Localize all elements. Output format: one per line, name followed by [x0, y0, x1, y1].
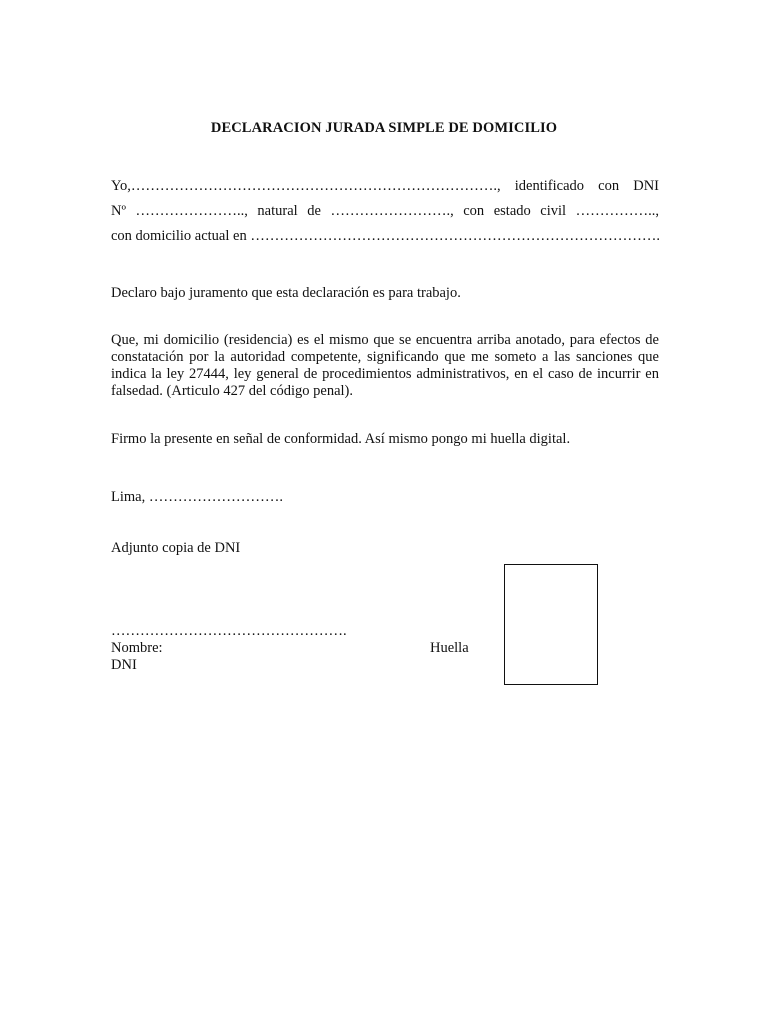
document-title: DECLARACION JURADA SIMPLE DE DOMICILIO [210, 120, 558, 136]
fingerprint-box [504, 564, 598, 685]
identity-paragraph [111, 174, 659, 249]
declaration-text: Declaro bajo juramento que esta declaración es para trabajo. [111, 285, 461, 301]
identity-line-address: con domicilio actual en …………………………………………………………………………. [111, 228, 660, 244]
place-date-line: Lima, ………………………. [111, 489, 283, 505]
signature-statement: Firmo la presente en señal de conformidad. Así mismo pongo mi huella digital. [111, 431, 571, 447]
fingerprint-label: Huella [430, 640, 469, 656]
identity-line-name: Yo,…………………………………………………………………., identificado con DNI [111, 178, 659, 194]
name-label: Nombre: [111, 640, 163, 656]
identity-line-dni: Nº ………………….., natural de ……………………., con estado civil …………….., [111, 203, 659, 219]
residence-paragraph: Que, mi domicilio (residencia) es el mismo que se encuentra arriba anotado, para efectos de constatación por la autoridad competente, significando que me someto a las sanciones que indica la ley 27444, ley general de procedimientos administrativos, en el caso de incurrir en falsedad. (Articulo 427 del código penal). [111, 332, 659, 399]
signature-line: …………………………………………. [111, 623, 347, 639]
dni-label: DNI [111, 657, 137, 673]
attachment-note: Adjunto copia de DNI [111, 540, 241, 556]
